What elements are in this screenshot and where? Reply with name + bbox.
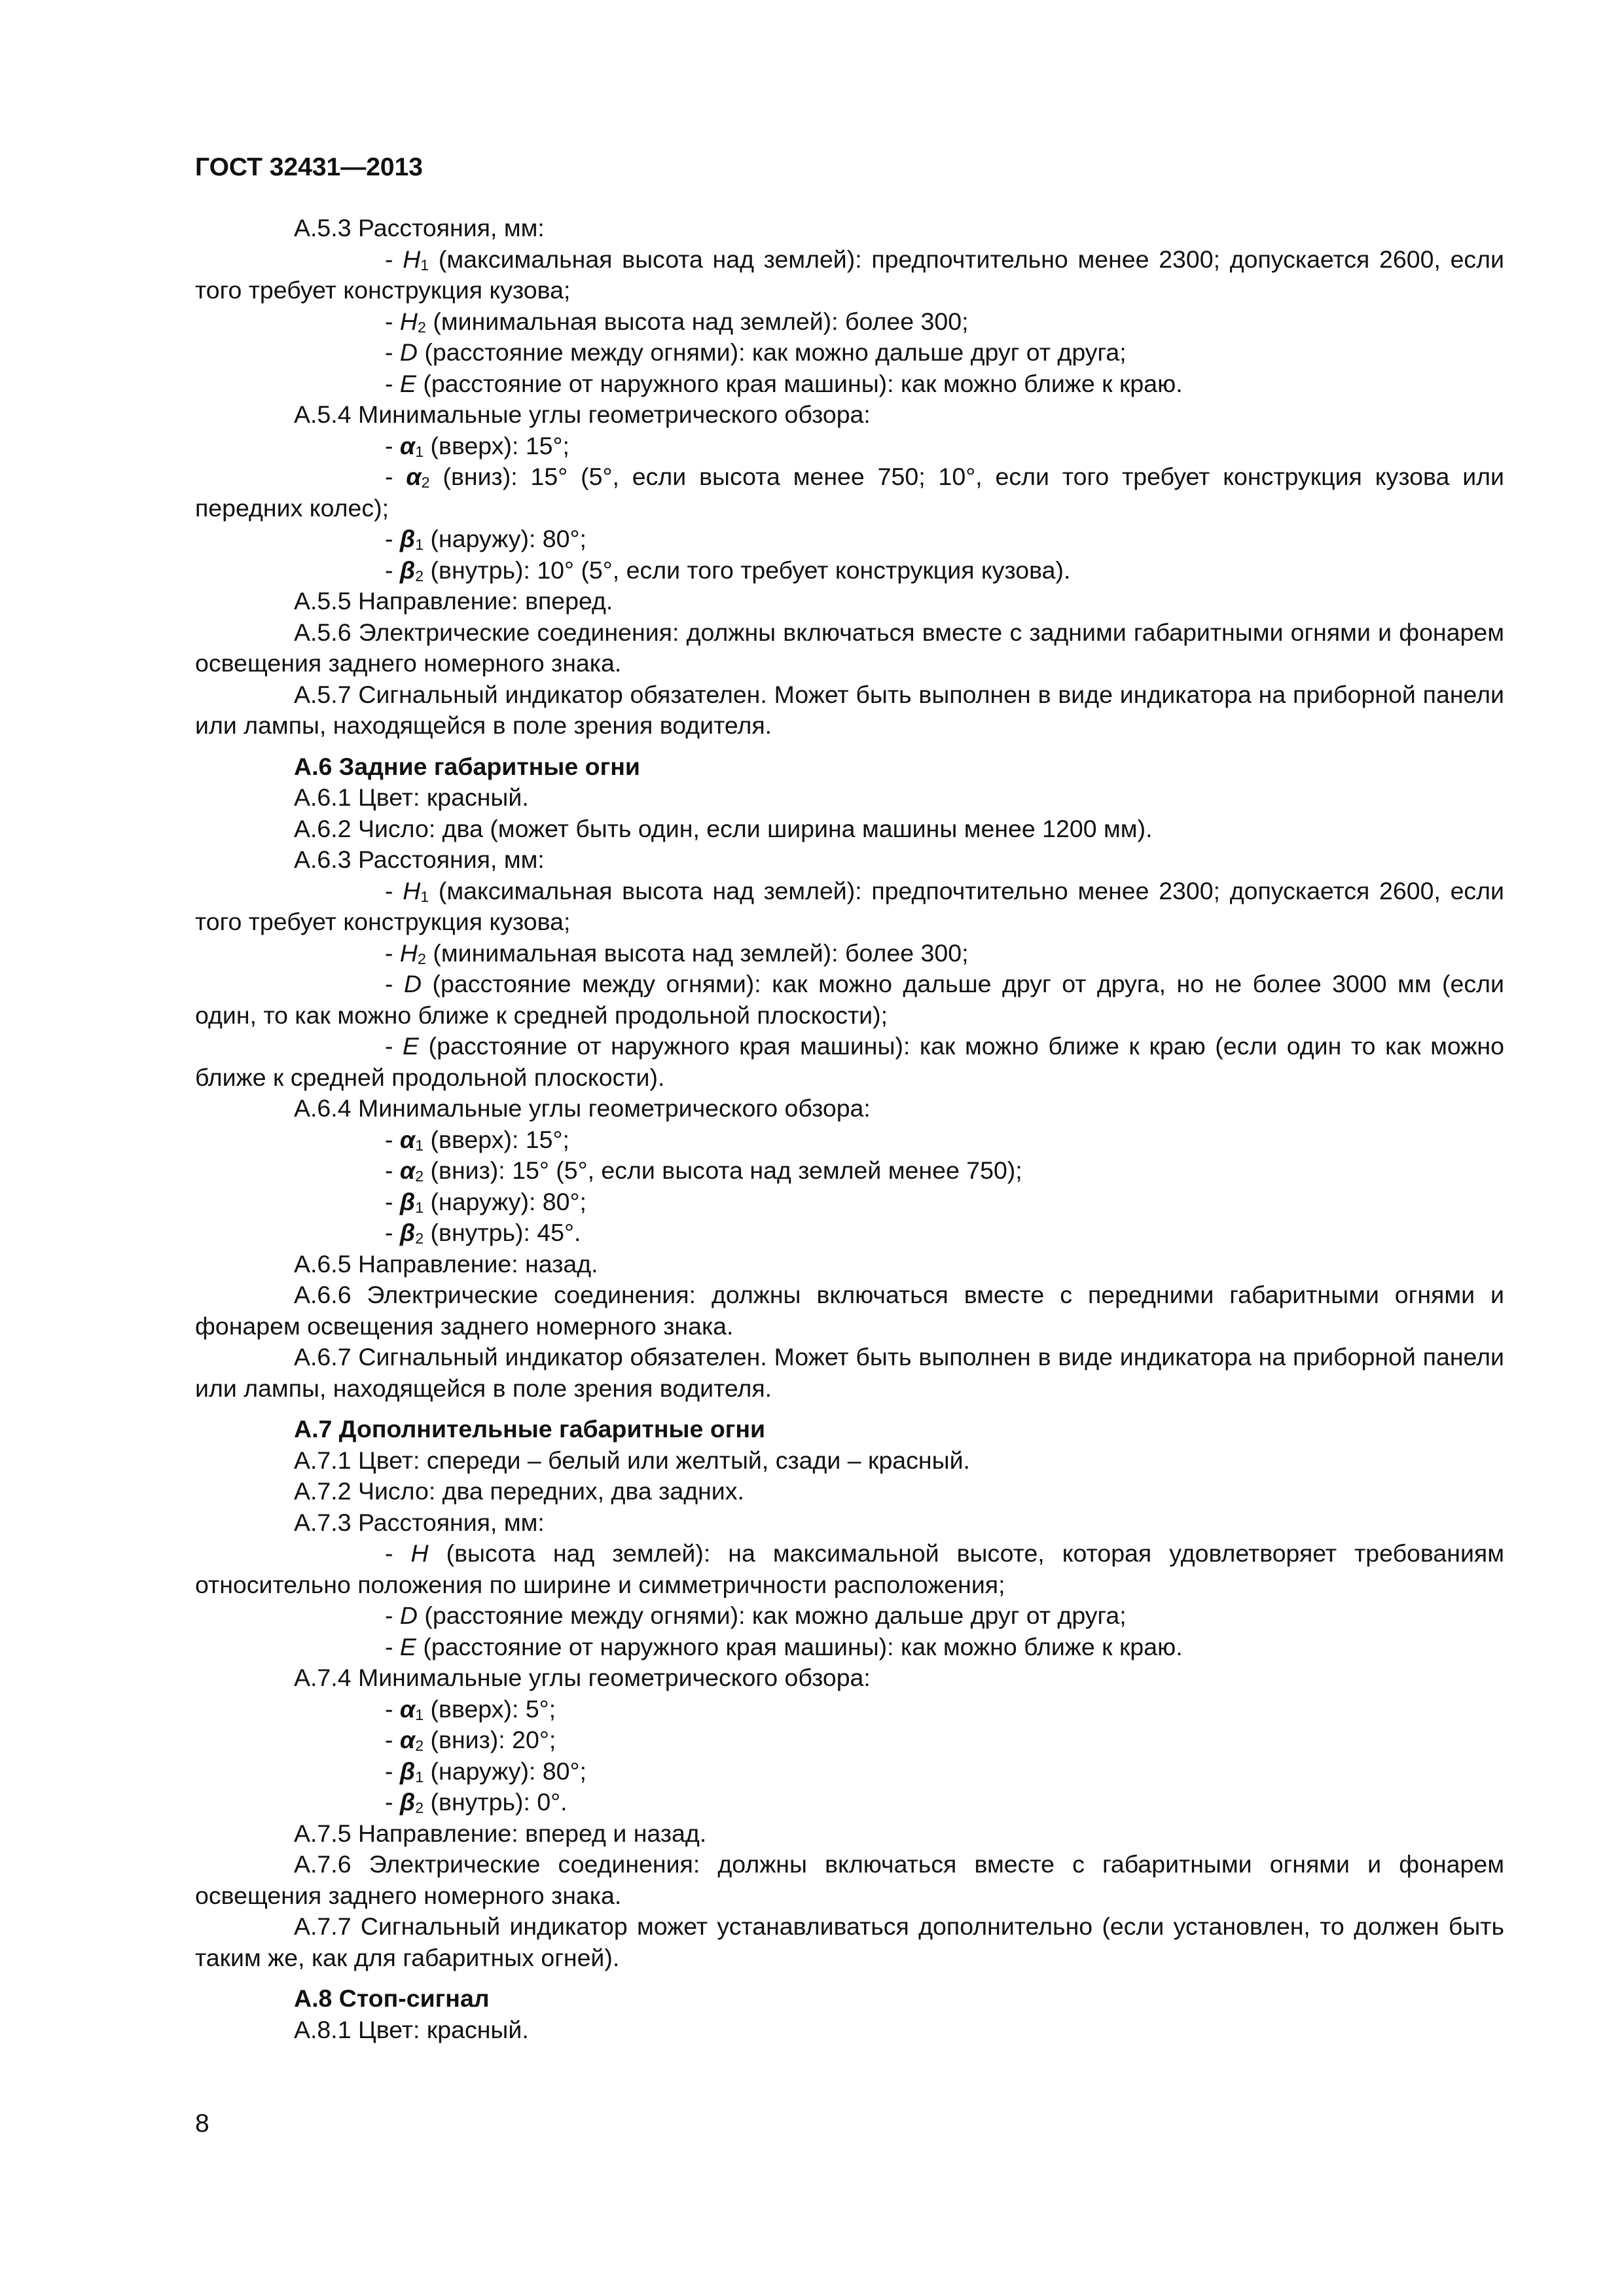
list-dash: -: [385, 338, 400, 366]
list-item: [195, 306, 1504, 338]
paragraph: [195, 1093, 1504, 1124]
paragraph-text: А.8.1 Цвет: красный.: [294, 2015, 529, 2043]
math-symbol: β: [399, 1187, 416, 1215]
paragraph: [195, 586, 1504, 617]
math-symbol: E: [403, 1032, 420, 1060]
list-dash: -: [385, 1219, 400, 1246]
paragraph-text: (вверх): 15°;: [424, 431, 569, 459]
list-item: [195, 1756, 1504, 1787]
paragraph: [195, 1662, 1504, 1694]
list-dash: -: [385, 1788, 400, 1816]
paragraph: [195, 1818, 1504, 1850]
paragraph-text: (максимальная высота над землей): предпочтительно менее 2300; допускается 2600, если того требует конструкция кузова;: [195, 876, 1504, 935]
paragraph-text: А.6.2 Число: два (может быть один, если ширина машины менее 1200 мм).: [294, 814, 1153, 842]
paragraph: [195, 814, 1504, 845]
math-symbol: E: [399, 369, 416, 397]
list-item: [195, 1632, 1504, 1663]
paragraph-text: (вверх): 15°;: [424, 1125, 569, 1153]
paragraph-text: (минимальная высота над землей): более 300;: [425, 307, 969, 335]
document-code: ГОСТ 32431—2013: [195, 153, 423, 181]
list-dash: -: [385, 1757, 400, 1785]
list-item: [195, 1124, 1504, 1156]
list-item: [195, 1031, 1504, 1093]
list-item: [195, 431, 1504, 462]
list-dash: -: [385, 369, 400, 397]
list-dash: -: [385, 245, 403, 273]
paragraph-text: (расстояние между огнями): как можно дальше друг от друга;: [418, 338, 1127, 366]
math-symbol: E: [399, 1632, 416, 1660]
math-symbol: β: [399, 556, 416, 584]
list-dash: -: [385, 1602, 400, 1629]
math-symbol: β: [399, 1788, 416, 1816]
paragraph-text: А.6.7 Сигнальный индикатор обязателен. Может быть выполнен в виде индикатора на приборной панели или лампы, находящейся в поле зрения водителя.: [195, 1343, 1504, 1402]
paragraph-text: А.8 Стоп-сигнал: [294, 1984, 490, 2012]
math-symbol: β: [399, 1219, 416, 1246]
paragraph-text: А.5.4 Минимальные углы геометрического обзора:: [294, 401, 871, 428]
list-dash: -: [385, 1157, 400, 1184]
list-dash: -: [385, 1632, 400, 1660]
math-symbol: α: [399, 1125, 416, 1153]
math-symbol: D: [399, 1602, 418, 1629]
paragraph: [195, 1507, 1504, 1539]
paragraph: [195, 1476, 1504, 1507]
paragraph: [195, 2015, 1504, 2046]
math-symbol: α: [399, 431, 416, 459]
list-item: [195, 555, 1504, 586]
paragraph-text: (наружу): 80°;: [424, 1187, 586, 1215]
paragraph-text: А.5.3 Расстояния, мм:: [294, 214, 545, 242]
symbol-subscript: 1: [415, 536, 424, 554]
paragraph-text: А.5.5 Направление: вперед.: [294, 587, 613, 615]
paragraph: [195, 617, 1504, 679]
paragraph: [195, 213, 1504, 244]
paragraph: [195, 399, 1504, 431]
page-number: 8: [195, 2109, 209, 2138]
paragraph-text: А.7.2 Число: два передних, два задних.: [294, 1477, 744, 1505]
paragraph-text: (наружу): 80°;: [424, 1757, 586, 1785]
list-item: [195, 337, 1504, 368]
paragraph-text: (внутрь): 0°.: [424, 1788, 568, 1816]
paragraph-text: А.6.3 Расстояния, мм:: [294, 846, 545, 873]
paragraph: [195, 679, 1504, 742]
paragraph-text: А.6.4 Минимальные углы геометрического обзора:: [294, 1094, 871, 1122]
paragraph: [195, 782, 1504, 814]
math-symbol: D: [399, 338, 418, 366]
paragraph-text: (вниз): 15° (5°, если высота над землей менее 750);: [424, 1157, 1022, 1184]
paragraph-text: А.7.1 Цвет: спереди – белый или желтый, сзади – красный.: [294, 1446, 970, 1474]
paragraph-text: А.7.3 Расстояния, мм:: [294, 1508, 545, 1536]
symbol-subscript: 1: [415, 442, 424, 460]
math-symbol: D: [403, 970, 422, 997]
paragraph-text: (максимальная высота над землей): предпочтительно менее 2300; допускается 2600, если того требует конструкция кузова;: [195, 245, 1504, 304]
math-symbol: α: [399, 1695, 416, 1723]
list-dash: -: [385, 463, 406, 490]
math-symbol: α: [399, 1726, 416, 1753]
symbol-subscript: 2: [421, 474, 430, 492]
list-item: [195, 1787, 1504, 1818]
paragraph-text: (внутрь): 10° (5°, если того требует конструкция кузова).: [424, 556, 1071, 584]
paragraph-text: А.7.7 Сигнальный индикатор может устанавливаться дополнительно (если установлен, то должен быть таким же, как для габаритных огней).: [195, 1912, 1504, 1971]
list-item: [195, 1694, 1504, 1725]
list-dash: -: [385, 1726, 400, 1753]
symbol-subscript: 2: [415, 1737, 424, 1755]
list-item: [195, 1538, 1504, 1600]
paragraph-text: А.6.5 Направление: назад.: [294, 1249, 598, 1278]
paragraph-text: (вниз): 20°;: [424, 1726, 556, 1753]
paragraph-text: (расстояние от наружного края машины): как можно ближе к краю.: [416, 369, 1183, 397]
math-symbol: β: [399, 1757, 416, 1785]
list-dash: -: [385, 307, 400, 335]
symbol-subscript: 1: [415, 1136, 424, 1154]
list-item: [195, 876, 1504, 938]
list-item: [195, 244, 1504, 306]
symbol-subscript: 1: [415, 1198, 424, 1216]
list-item: [195, 1155, 1504, 1187]
paragraph-text: (высота над землей): на максимальной высоте, которая удовлетворяет требованиям относительно положения по ширине и симметричности расположения;: [195, 1539, 1504, 1598]
math-symbol: H: [403, 245, 421, 273]
math-symbol: H: [399, 307, 418, 335]
list-dash: -: [385, 1695, 400, 1723]
symbol-subscript: 1: [415, 1706, 424, 1723]
paragraph-text: (внутрь): 45°.: [424, 1219, 581, 1246]
section-heading: [195, 1414, 1504, 1445]
list-dash: -: [385, 556, 400, 584]
paragraph: [195, 1445, 1504, 1477]
paragraph-text: (расстояние между огнями): как можно дальше друг от друга;: [418, 1602, 1127, 1629]
paragraph-text: (расстояние от наружного края машины): как можно ближе к краю.: [416, 1632, 1183, 1660]
section-heading: [195, 751, 1504, 783]
symbol-subscript: 2: [415, 567, 424, 584]
list-item: [195, 461, 1504, 524]
paragraph-text: А.7.6 Электрические соединения: должны включаться вместе с габаритными огнями и фонарем освещения заднего номерного знака.: [195, 1850, 1504, 1909]
list-dash: -: [385, 1539, 411, 1567]
symbol-subscript: 1: [415, 1768, 424, 1785]
list-dash: -: [385, 1032, 403, 1060]
paragraph-text: (минимальная высота над землей): более 300;: [425, 939, 969, 967]
list-dash: -: [385, 970, 404, 997]
symbol-subscript: 2: [418, 318, 426, 336]
symbol-subscript: 2: [418, 950, 426, 967]
paragraph-text: А.6.1 Цвет: красный.: [294, 783, 529, 811]
list-dash: -: [385, 939, 400, 967]
paragraph-text: (расстояние между огнями): как можно дальше друг от друга, но не более 3000 мм (если один, то как можно ближе к средней продольной плоскости);: [195, 970, 1504, 1029]
list-dash: -: [385, 876, 403, 905]
math-symbol: β: [399, 525, 416, 552]
list-item: [195, 938, 1504, 969]
list-item: [195, 368, 1504, 400]
list-dash: -: [385, 525, 400, 552]
math-symbol: α: [406, 463, 422, 490]
list-dash: -: [385, 1187, 400, 1215]
list-item: [195, 524, 1504, 555]
paragraph: [195, 1911, 1504, 1973]
list-item: [195, 969, 1504, 1031]
math-symbol: α: [399, 1157, 416, 1184]
paragraph-text: А.7 Дополнительные габаритные огни: [294, 1415, 766, 1443]
paragraph-text: А.7.5 Направление: вперед и назад.: [294, 1819, 707, 1847]
paragraph-text: А.5.7 Сигнальный индикатор обязателен. Может быть выполнен в виде индикатора на приборной панели или лампы, находящейся в поле зрения водителя.: [195, 680, 1504, 739]
symbol-subscript: 1: [420, 888, 429, 905]
paragraph-text: (вверх): 5°;: [424, 1695, 556, 1723]
paragraph-text: (наружу): 80°;: [424, 525, 586, 552]
document-body: [195, 213, 1504, 2045]
paragraph: [195, 1849, 1504, 1911]
list-dash: -: [385, 431, 400, 459]
paragraph-text: А.5.6 Электрические соединения: должны включаться вместе с задними габаритными огнями и фонарем освещения заднего номерного знака.: [195, 618, 1504, 677]
paragraph: [195, 1280, 1504, 1342]
list-item: [195, 1725, 1504, 1756]
paragraph: [195, 1249, 1504, 1280]
symbol-subscript: 2: [415, 1168, 424, 1185]
symbol-subscript: 1: [420, 256, 429, 274]
math-symbol: H: [399, 939, 418, 967]
paragraph-text: (расстояние от наружного края машины): как можно ближе к краю (если один то как можно ближе к средней продольной плоскости).: [195, 1032, 1504, 1091]
symbol-subscript: 2: [415, 1799, 424, 1817]
paragraph: [195, 1342, 1504, 1404]
paragraph-text: А.6 Задние габаритные огни: [294, 752, 640, 780]
list-item: [195, 1600, 1504, 1632]
paragraph-text: А.7.4 Минимальные углы геометрического обзора:: [294, 1664, 871, 1691]
math-symbol: H: [410, 1539, 429, 1567]
list-item: [195, 1187, 1504, 1218]
paragraph-text: А.6.6 Электрические соединения: должны включаться вместе с передними габаритными огнями и фонарем освещения заднего номерного знака.: [195, 1281, 1504, 1340]
paragraph: [195, 844, 1504, 876]
paragraph-text: (вниз): 15° (5°, если высота менее 750; 10°, если того требует конструкция кузова или передних колес);: [195, 463, 1504, 522]
symbol-subscript: 2: [415, 1230, 424, 1247]
list-dash: -: [385, 1125, 400, 1153]
section-heading: [195, 1983, 1504, 2015]
list-item: [195, 1217, 1504, 1249]
math-symbol: H: [403, 876, 421, 905]
